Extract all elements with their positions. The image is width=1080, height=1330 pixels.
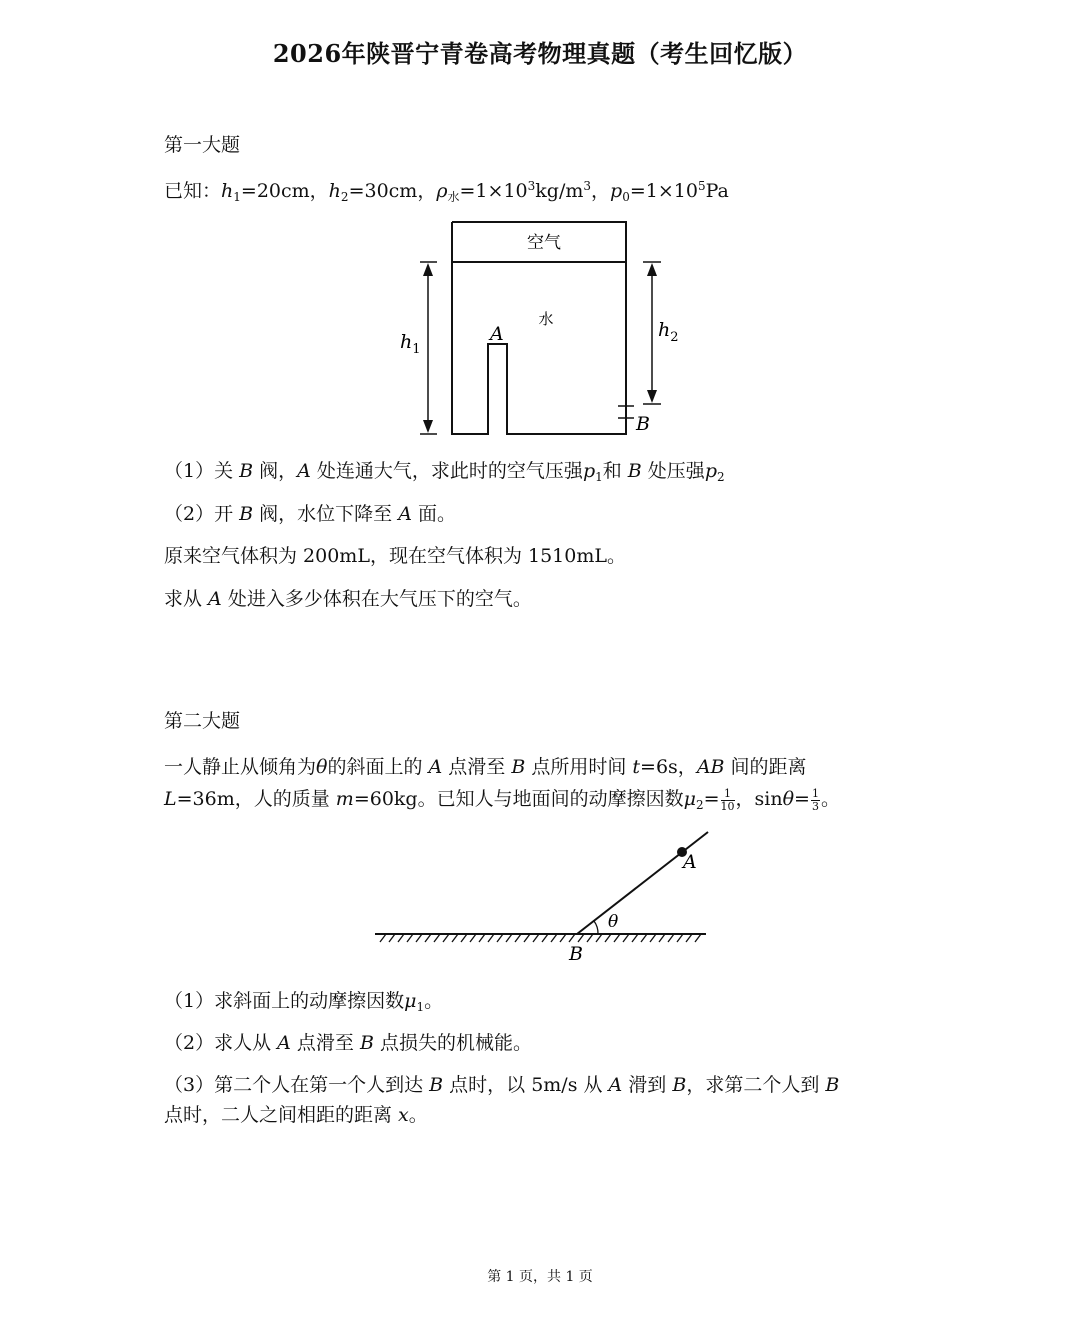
angle-arc [594, 921, 598, 934]
incline-point-b-label: B [569, 943, 583, 965]
h1-arrow-down [423, 420, 433, 433]
h2-arrow-up [647, 263, 657, 276]
point-b-label: B [636, 413, 650, 435]
h2-label: $h_2$ [658, 319, 679, 345]
section1-given: 已知：$h_1=20cm$，$h_2=30cm$，$\rho_水=1\times 10^3kg/m^3$，$p_0=1\times 10^5Pa$ [164, 179, 729, 204]
incline-diagram [370, 828, 715, 968]
section1-question-3: 求从 A 处进入多少体积在大气压下的空气。 [164, 588, 532, 610]
section2-paragraph-line1: 一人静止从倾角为θ的斜面上的 A 点滑至 B 点所用时间 t=6s，AB 间的距离 [164, 756, 807, 778]
section2-paragraph-line2: L=36m，人的质量 m=60kg。已知人与地面间的动摩擦因数$\mu_2=$ $\frac{1}{10}$ ，sinθ= $\frac{1}{3}$ 。 [164, 786, 840, 813]
incline-point-a-label: A [683, 851, 697, 873]
tank-diagram [380, 210, 690, 450]
section1-volume-text: 原来空气体积为 200mL，现在空气体积为 1510mL。 [164, 545, 626, 567]
page-footer: 第 1 页，共 1 页 [487, 1269, 593, 1285]
page-title: 2026年陕晋宁青卷高考物理真题（考生回忆版） [272, 39, 808, 68]
section2-question-2: （2）求人从 A 点滑至 B 点损失的机械能。 [164, 1032, 532, 1054]
section2-question-3: （3）第二个人在第一个人到达 B 点时，以 5m/s 从 A 滑到 B，求第二个人到 B [164, 1074, 840, 1096]
air-label: 空气 [527, 233, 561, 253]
h1-label: $h_1$ [400, 331, 421, 357]
ground-hatch [380, 934, 701, 942]
angle-label: θ [608, 912, 619, 932]
point-a-label: A [490, 323, 504, 345]
water-label: 水 [538, 310, 554, 328]
section1-question-2: （2）开 B 阀，水位下降至 A 面。 [164, 503, 456, 525]
section1-question-1: （1）关 B 阀，A 处连通大气，求此时的空气压强$p_1$和 B 处压强$p_2$ [164, 460, 725, 484]
section2-heading: 第二大题 [164, 710, 241, 732]
tank-wall [452, 222, 626, 434]
fraction-mu2: $\frac{1}{10}$ [720, 786, 735, 813]
section2-question-3-cont: 点时，二人之间相距的距离 x。 [164, 1104, 428, 1126]
fraction-sin: $\frac{1}{3}$ [811, 786, 819, 813]
section2-question-1: （1）求斜面上的动摩擦因数$\mu_1$。 [164, 990, 444, 1014]
h1-arrow-up [423, 263, 433, 276]
incline-line [577, 832, 708, 934]
section1-heading: 第一大题 [164, 134, 241, 156]
h2-arrow-down [647, 390, 657, 403]
